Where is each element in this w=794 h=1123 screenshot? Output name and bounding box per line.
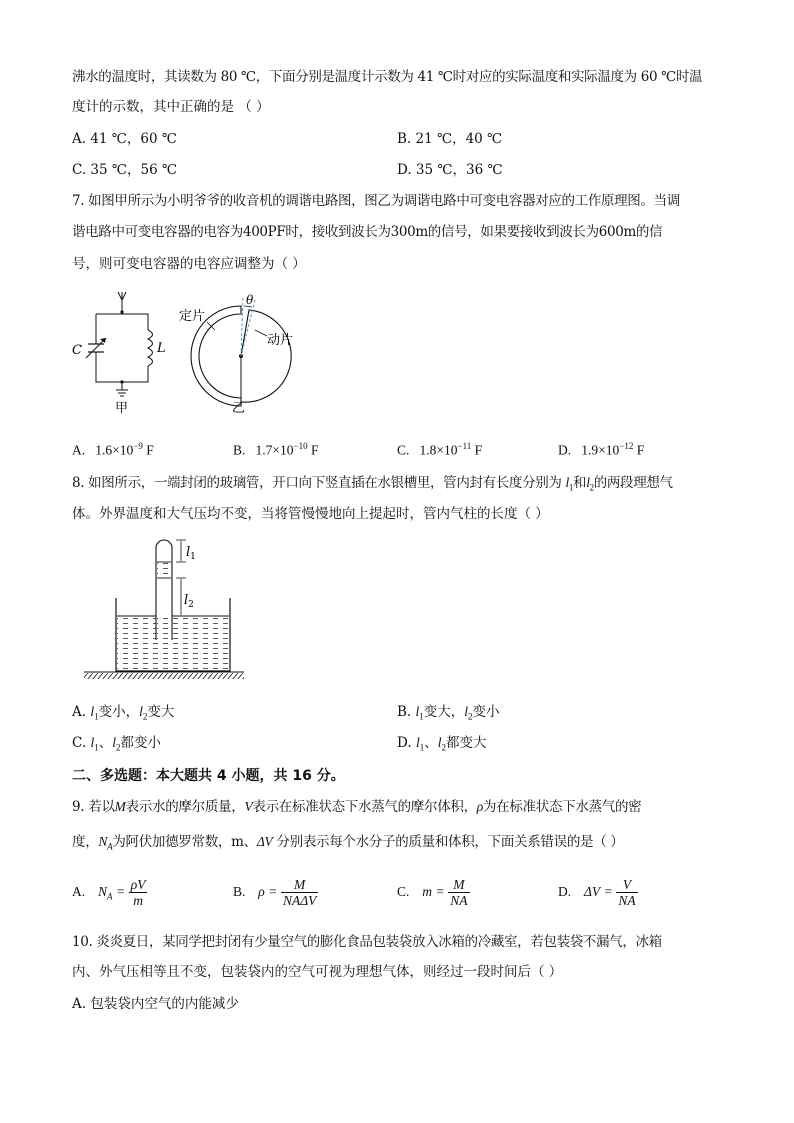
fixed-plate-label: 定片 [179,309,206,324]
q9-option-c [397,872,470,912]
text: 9. 若以 [72,799,115,815]
sub-2: 2 [589,482,594,493]
var-l: l [464,704,469,719]
variable-capacitor-figure [175,288,315,416]
l1-var: l [186,545,191,560]
var-l: l [139,704,143,719]
sub: 1 [419,711,424,722]
option-letter: A. [72,442,86,458]
text: 为在标准状态下水蒸气的密 [482,799,642,815]
q7-option-c [397,436,482,461]
sub: 1 [419,742,425,753]
tuning-circuit-figure [66,286,166,416]
text: 表示水的摩尔质量， [125,799,245,815]
text: 、 [98,735,113,751]
sub: 2 [142,711,148,722]
var-dv: ΔV [256,834,273,849]
q6-option-c: C. 35 ℃，56 ℃ [72,162,178,178]
ground-hatch [84,673,244,679]
lhs-sub: A [107,891,113,902]
l1-sub: 1 [190,552,196,562]
var-l: l [90,704,95,719]
antenna-icon [118,292,126,304]
figure-yi-label: 乙 [232,401,246,416]
mercury-tube-figure [82,536,248,686]
option-letter: D. [558,442,572,458]
q7-option-d [558,436,644,461]
denominator: NA [450,893,468,908]
text: 变大， [423,704,465,720]
opt-letter: C. [397,884,410,899]
q8-option-a [72,702,174,727]
q6-stem-line2: 度计的示数，其中正确的是 （ ） [72,99,270,115]
sub: 2 [441,742,446,753]
q7-stem-line3: 号，则可变电容器的电容应调整为（ ） [72,256,306,272]
option-mantissa: 1.7×10 [255,442,294,458]
numerator: M [448,877,469,893]
text: 变大 [147,704,175,720]
text: 分别表示每个水分子的质量和体积，下面关系错误的是（ ） [272,834,624,850]
q6-option-a: A. 41 ℃，60 ℃ [72,131,177,147]
inductor-label: L [157,341,166,356]
q10-stem-line2: 内、外气压相等且不变，包装袋内的空气可视为理想气体，则经过一段时间后（ ） [72,964,563,980]
q10-stem-line1: 10. 炎炎夏日，某同学把封闭有少量空气的膨化食品包装袋放入冰箱的冷藏室，若包装袋不漏气，冰箱 [72,934,662,950]
q6-option-b: B. 21 ℃，40 ℃ [397,131,503,147]
q7-stem-line1: 7. 如图甲所示为小明爷爷的收音机的调谐电路图，图乙为调谐电路中可变电容器对应的工作原理图。当调 [72,193,680,209]
q9-option-a [72,872,147,917]
lhs: ρ [258,884,265,899]
q8-option-c [72,733,161,758]
option-exponent: −9 [133,441,143,451]
q8-text-a: 8. 如图所示，一端封闭的玻璃管，开口向下竖直插在水银槽里，管内封有长度分别为 [72,475,566,491]
text: 变小 [472,704,500,720]
fraction [616,877,637,908]
sub: 2 [468,711,473,722]
var-rho: ρ [476,799,483,814]
sub: 2 [115,742,121,753]
opt-letter: C. [72,735,91,751]
option-exponent: −11 [457,441,472,451]
q6-stem-line1: 沸水的温度时，其读数为 80 ℃，下面分别是温度计示数为 41 ℃时对应的实际温度和实际温度为 60 ℃时温 [72,69,703,85]
option-mantissa: 1.6×10 [95,442,134,458]
mercury-in-trough [117,616,229,670]
fraction [129,877,148,908]
denominator: NA [618,893,636,908]
q8-option-d [397,733,486,758]
q7-stem-line2: 谐电路中可变电容器的电容为400PF时，接收到波长为300m的信号，如果要接收到波长为600m的信 [72,224,663,240]
q6-option-d: D. 35 ℃，36 ℃ [397,162,503,178]
text: 为阿伏加德罗常数，m、 [112,834,257,850]
option-unit: F [146,442,154,458]
l1-label [186,545,196,562]
var-l: l [112,735,116,750]
option-exponent: −10 [293,441,308,451]
equals: = [604,884,613,899]
mercury-column [157,562,171,578]
var-m: M [114,799,126,814]
top-node [120,310,123,313]
opt-letter: B. [397,704,416,720]
text: 表示在标准状态下水蒸气的摩尔体积， [252,799,477,815]
text: 都变大 [445,735,487,751]
moving-plate-label: 动片 [267,333,294,348]
fraction [448,877,469,908]
circuit-top-wire [96,314,148,330]
moving-plate [241,310,294,402]
var-v: V [244,799,253,814]
var-l: l [90,735,95,750]
q9-option-b [233,872,318,912]
l2-label [184,593,194,610]
q9-option-d [558,872,638,912]
q8-stem-line1 [72,473,673,498]
q7-option-b [233,436,318,461]
q8-text-b: 的两段理想气 [593,475,673,491]
text: 、 [424,735,438,751]
section-heading: 二、多选题：本大题共 4 小题，共 16 分。 [72,768,345,784]
fraction [281,877,318,908]
equals: = [269,884,277,899]
spacer [233,356,241,402]
figure-jia-label: 甲 [115,401,129,416]
equals: = [436,884,444,899]
text: 变小， [98,704,140,720]
option-unit: F [474,442,483,458]
var-l2: l [586,475,590,490]
var-l: l [415,704,420,719]
option-mantissa: 1.9×10 [581,442,620,458]
option-letter: C. [397,442,410,458]
theta-label: θ [246,293,254,307]
opt-letter: D. [558,884,572,899]
sub: 1 [94,742,99,753]
option-unit: F [636,442,645,458]
opt-letter: D. [397,735,416,751]
q8-stem-line2: 体。外界温度和大气压均不变，当将管慢慢地向上提起时，管内气柱的长度（ ） [72,506,549,522]
q7-option-a [72,436,154,461]
opt-letter: A. [72,884,86,899]
text: 都变小 [120,735,161,751]
numerator: V [616,877,637,893]
denominator: NAΔV [282,893,317,908]
sub-1: 1 [568,482,574,493]
lhs: ΔV [584,884,601,899]
opt-letter: B. [233,884,246,899]
q10-option-a: A. 包装袋内空气的内能减少 [72,996,239,1012]
lhs: N [98,884,108,899]
var-n: N [98,834,108,849]
l2-var: l [184,593,189,608]
option-letter: B. [233,442,246,458]
numerator: ρV [130,877,146,892]
q8-option-b [397,702,500,727]
arrow-head-icon [100,338,106,343]
text: 度， [72,834,99,850]
numerator: M [281,877,318,893]
sub: 1 [94,711,99,722]
q8-text-and: 和 [573,475,587,491]
equals: = [116,884,125,899]
circuit-right-wire [122,366,148,382]
sub-a: A [107,841,113,852]
l2-sub: 2 [188,600,194,610]
option-unit: F [310,442,319,458]
capacitor-label: C [72,343,82,358]
option-mantissa: 1.8×10 [419,442,458,458]
q9-stem-line1 [72,797,641,817]
opt-letter: A. [72,704,91,720]
q9-stem-line2 [72,832,624,857]
moving-plate-leader [255,330,267,336]
mercury-in-tube [157,616,171,640]
denominator: m [133,893,143,908]
lhs: m [422,884,433,899]
option-exponent: −12 [619,441,634,451]
var-l: l [415,735,420,750]
var-l1: l [565,475,569,490]
moving-dashed-line [241,300,255,356]
var-l: l [437,735,442,750]
